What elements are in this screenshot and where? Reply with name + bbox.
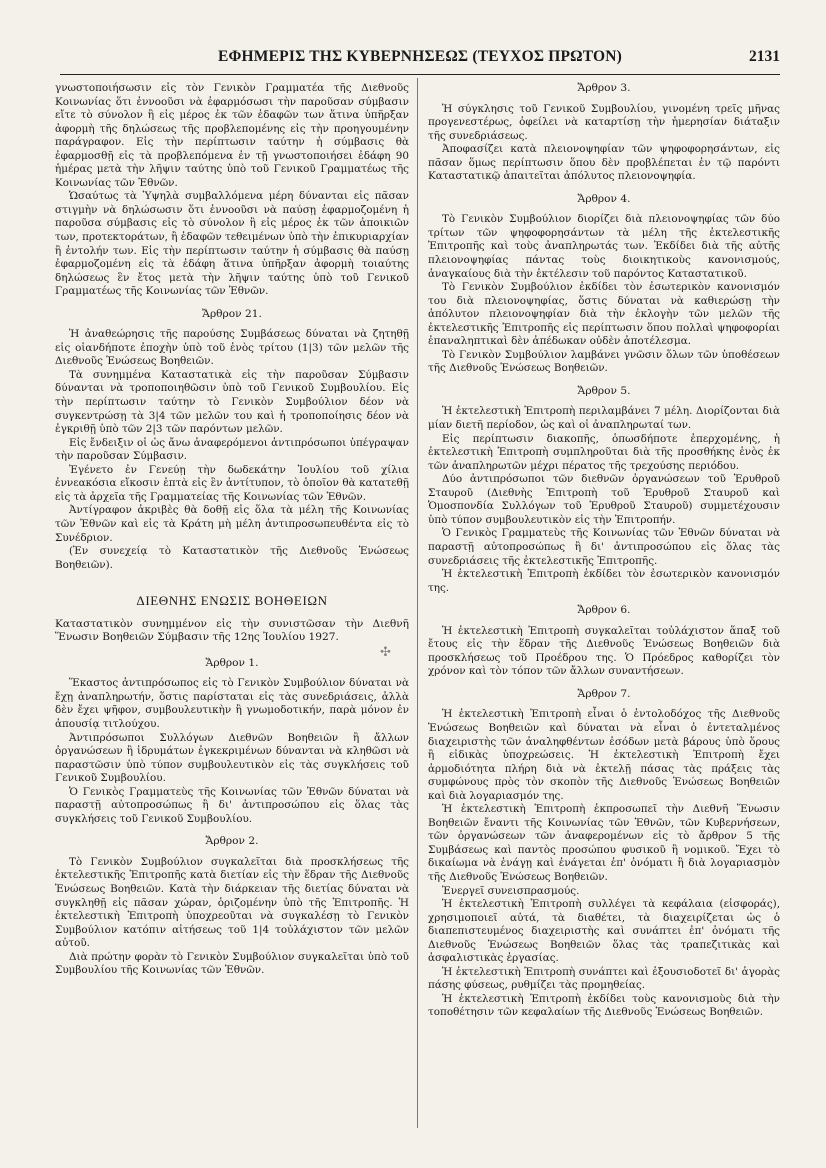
article-heading-2: Ἄρθρον 2. <box>205 835 259 848</box>
paragraph: Τὸ Γενικὸν Συμβούλιον ἐκδίδει τὸν ἐσωτερικὸν κανονισμόν του διὰ πλειονοψηφίας, ὅστις δύναται νὰ καθιερώσῃ τὴν ἀπόλυτον πλειονοψηφίαν διὰ τὴν ἐκλογὴν τῶν μελῶν τῆς ἐκτελεστικῆς Ἐπιτροπῆς εἰς περίπτωσιν ὅπου πολλαὶ ψηφοφορίαι ἐπαναληπτικαὶ δὲν ἀπέδωκαν οὐδὲν ἀποτέλεσμα. <box>428 281 780 348</box>
article-heading-4: Ἄρθρον 4. <box>577 192 631 205</box>
paragraph: Ἡ ἐκτελεστικὴ Ἐπιτροπὴ ἐκπροσωπεῖ τὴν Διεθνῆ Ἕνωσιν Βοηθειῶν ἔναντι τῆς Κοινωνίας τῶν Ἐθνῶν, τῶν Κυβερνήσεων, τῶν ὀργανώσεων τῶν ἀναφερομένων εἰς τὸ ἄρθρον 5 τῆς Συμβάσεως καὶ παντὸς προσώπου φυσικοῦ ἢ νομικοῦ. Ἔχει τὸ δικαίωμα νὰ ἐνάγῃ καὶ ἐνάγεται ἐπ' ὀνόματι ἢ διὰ λογαριασμὸν τῆς Διεθνοῦς Ἑνώσεως Βοηθειῶν. <box>428 803 780 883</box>
header-rule <box>60 74 780 75</box>
paragraph: Ὡσαύτως τὰ Ὑψηλὰ συμβαλλόμενα μέρη δύνανται εἰς πᾶσαν στιγμὴν νὰ δηλώσωσιν ὅτι ἐννοοῦσι νὰ παύσῃ ἐφαρμοζομένη ἡ παροῦσα σύμβασις εἰς τὸ σύνολον ἢ εἰς μέρος ἐκ τῶν ἀποικιῶν των, προτεκτοράτων, ἢ ἐδαφῶν τεθειμένων ὑπὸ τὴν ἐπικυριαρχίαν ἢ ἐντολήν των. Εἰς τὴν περίπτωσιν ταύτην ἡ σύμβασις θὰ παύσῃ ἐφαρμοζομένη εἰς τὰ ἐδάφη ἅτινα ὑπῆρξαν ἀφορμὴ τοιαύτης δηλώσεως ἓν ἔτος μετὰ τὴν λῆψιν ταύτης ὑπὸ τοῦ Γενικοῦ Γραμματέως τῆς Κοινωνίας τῶν Ἐθνῶν. <box>55 190 409 298</box>
paragraph: Ἀντίγραφον ἀκριβὲς θὰ δοθῇ εἰς ὅλα τὰ μέλη τῆς Κοινωνίας τῶν Ἐθνῶν καὶ εἰς τὰ Κράτη μὴ μέλη ἀντιπροσωπευθέντα εἰς τὸ Συνέδριον. <box>55 504 409 544</box>
paragraph: Ὁ Γενικὸς Γραμματεὺς τῆς Κοινωνίας τῶν Ἐθνῶν δύναται νὰ παραστῇ αὐτοπροσώπως ἢ δι' ἀντιπροσώπου εἰς ὅλας τὰς συνεδριάσεις τῆς ἐκτελεστικῆς Ἐπιτροπῆς. <box>428 527 780 567</box>
section-title: ΔΙΕΘΝΗΣ ΕΝΩΣΙΣ ΒΟΗΘΕΙΩΝ <box>136 593 328 609</box>
paragraph: Τὸ Γενικὸν Συμβούλιον λαμβάνει γνῶσιν ὅλων τῶν ὑποθέσεων τῆς Διεθνοῦς Ἑνώσεως Βοηθειῶν. <box>428 348 780 375</box>
article-heading-7: Ἄρθρον 7. <box>577 687 631 700</box>
paragraph: Εἰς ἔνδειξιν οἱ ὡς ἄνω ἀναφερόμενοι ἀντιπρόσωποι ὑπέγραψαν τὴν παροῦσαν Σύμβασιν. <box>55 436 409 463</box>
paragraph: Ἡ ἐκτελεστικὴ Ἐπιτροπὴ ἐκδίδει τὸν ἐσωτερικὸν κανονισμόν της. <box>428 568 780 594</box>
paragraph: (Ἐν συνεχείᾳ τὸ Καταστατικὸν τῆς Διεθνοῦς Ἑνώσεως Βοηθειῶν). <box>55 545 409 571</box>
paragraph: Ἡ ἐκτελεστικὴ Ἐπιτροπὴ εἶναι ὁ ἐντολοδόχος τῆς Διεθνοῦς Ἑνώσεως Βοηθειῶν καὶ δύναται νὰ εἶναι ὁ ἐντεταλμένος διαχειριστὴς τῶν ἀναληφθέντων ἐσόδων μετὰ βάρους ὑπὸ ὅρους ἢ εἰδικὰς ὑποχρεώσεις. Ἡ ἐκτελεστικὴ Ἐπιτροπὴ ἔχει ἁρμοδιότητα πλήρη διὰ νὰ ἐκτελῇ πάσας τὰς πράξεις τὰς συμφώνους πρὸς τὸν σκοπὸν τῆς Διεθνοῦς Ἑνώσεως Βοηθειῶν καὶ διὰ λογαριασμόν της. <box>428 708 780 802</box>
paragraph: Εἰς περίπτωσιν διακοπῆς, ὁπωσδήποτε ἐπερχομένης, ἡ ἐκτελεστικὴ Ἐπιτροπὴ συμπληροῦται διὰ τῆς προσθήκης ἑνὸς ἐκ τῶν ἀναπληρωτῶν μέχρι πέρατος τῆς τρεχούσης περιόδου. <box>428 432 780 472</box>
paragraph: γνωστοποιήσωσιν εἰς τὸν Γενικὸν Γραμματέα τῆς Διεθνοῦς Κοινωνίας ὅτι ἐννοοῦσι νὰ ἐφαρμόσωσι τὴν παροῦσαν σύμβασιν εἴτε τὸ σύνολον ἢ εἰς μέρος ἐκ τῶν ἐδαφῶν των ἅτινα ὑπῆρξαν ἀφορμὴ τῆς δηλώσεως τῆς προβλεπομένης εἰς τὴν προηγουμένην παράγραφον. Εἰς τὴν περίπτωσιν ταύτην ἡ σύμβασις θὰ ἐφαρμοσθῇ εἰς τὰ προβλεπόμενα ἐν τῇ γνωστοποιήσει ἐδάφη 90 ἡμέρας μετὰ τὴν λῆψιν ταύτης ὑπὸ τοῦ Γενικοῦ Γραμματέως τῆς Κοινωνίας τῶν Ἐθνῶν. <box>55 82 409 189</box>
paragraph: Τὸ Γενικὸν Συμβούλιον διορίζει διὰ πλειονοψηφίας τῶν δύο τρίτων τῶν ψηφοφορησάντων τὰ μέλη τῆς ἐκτελεστικῆς Ἐπιτροπῆς καὶ τοὺς ἀναπληρωτάς των. Ἐκδίδει διὰ τῆς αὐτῆς πλειονοψηφίας πάντας τοὺς διοικητικοὺς κανονισμούς, ἀναγκαίους διὰ τὴν ἐκτέλεσιν τοῦ παρόντος Καταστατικοῦ. <box>428 213 780 280</box>
paragraph: Ἐγένετο ἐν Γενεύῃ τὴν δωδεκάτην Ἰουλίου τοῦ χίλια ἐννεακόσια εἴκοσιν ἑπτὰ εἰς ἓν ἀντίτυπον, τὸ ὁποῖον θὰ κατατεθῇ εἰς τὰ ἀρχεῖα τῆς Γραμματείας τῆς Κοινωνίας τῶν Ἐθνῶν. <box>55 463 409 503</box>
paragraph: Ἡ ἐκτελεστικὴ Ἐπιτροπὴ περιλαμβάνει 7 μέλη. Διορίζονται διὰ μίαν διετῆ περίοδον, ὡς καὶ οἱ ἀναπληρωταί των. <box>428 405 780 432</box>
paragraph: Διὰ πρώτην φορὰν τὸ Γενικὸν Συμβούλιον συγκαλεῖται ὑπὸ τοῦ Συμβουλίου τῆς Κοινωνίας τῶν Ἐθνῶν. <box>55 950 409 977</box>
paragraph: Ἡ σύγκλησις τοῦ Γενικοῦ Συμβουλίου, γινομένη τρεῖς μῆνας προγενεστέρως, ὀφείλει νὰ καταρτίσῃ τὴν ἡμερησίαν διάταξιν τῆς συνεδριάσεως. <box>428 102 780 142</box>
page-header <box>60 48 780 72</box>
article-heading-1: Ἄρθρον 1. <box>205 656 259 669</box>
ink-stamp-icon: ✣ <box>380 645 391 660</box>
paragraph: Ἕκαστος ἀντιπρόσωπος εἰς τὸ Γενικὸν Συμβούλιον δύναται νὰ ἔχῃ ἀναπληρωτήν, ὅστις παρίσταται εἰς τὰς συνεδριάσεις, ἀλλὰ δὲν ἔχει ψῆφον, συμβουλευτικὴν ἢ γνωμοδοτικήν, παρὰ μόνον ἐν ἀπουσίᾳ τιτλούχου. <box>55 677 409 730</box>
gazette-title: ΕΦΗΜΕΡΙΣ ΤΗΣ ΚΥΒΕΡΝΗΣΕΩΣ (ΤΕΥΧΟΣ ΠΡΩΤΟΝ) <box>217 48 623 65</box>
article-heading-6: Ἄρθρον 6. <box>577 604 631 617</box>
article-heading-21: Ἄρθρον 21. <box>202 307 262 320</box>
paragraph: Ἡ ἀναθεώρησις τῆς παρούσης Συμβάσεως δύναται νὰ ζητηθῇ εἰς οἱανδήποτε ἐποχὴν ὑπὸ τοῦ ἑνὸς τρίτου (1|3) τῶν μελῶν τῆς Διεθνοῦς Ἑνώσεως Βοηθειῶν. <box>55 328 409 368</box>
paragraph: Ἡ ἐκτελεστικὴ Ἐπιτροπὴ συγκαλεῖται τοὐλάχιστον ἅπαξ τοῦ ἔτους εἰς τὴν ἕδραν τῆς Διεθνοῦς Ἑνώσεως Βοηθειῶν διὰ προσκλήσεως τοῦ Προέδρου της. Ὁ Πρόεδρος καθορίζει τὸν χρόνον καὶ τὸν τόπον τῶν ἄλλων συναντήσεων. <box>428 624 780 678</box>
paragraph: Ὁ Γενικὸς Γραμματεὺς τῆς Κοινωνίας τῶν Ἐθνῶν δύναται νὰ παραστῇ αὐτοπροσώπως ἢ δι' ἀντιπροσώπου εἰς ὅλας τὰς συγκλήσεις τοῦ Γενικοῦ Συμβουλίου. <box>55 785 409 825</box>
paragraph: Ἀντιπρόσωποι Συλλόγων Διεθνῶν Βοηθειῶν ἢ ἄλλων ὀργανώσεων ἢ ἱδρυμάτων ἐγκεκριμένων δύνανται νὰ κληθῶσι νὰ παραστῶσιν ὑπὸ τύπον συμβουλευτικὸν εἰς τὰς συγκλήσεις τοῦ Γενικοῦ Συμβουλίου. <box>55 731 409 785</box>
paragraph: Ἡ ἐκτελεστικὴ Ἐπιτροπὴ ἐκδίδει τοὺς κανονισμοὺς διὰ τὴν τοποθέτησιν τῶν κεφαλαίων τῆς Διεθνοῦς Ἑνώσεως Βοηθειῶν. <box>428 992 780 1019</box>
paragraph: Ἡ ἐκτελεστικὴ Ἐπιτροπὴ συλλέγει τὰ κεφάλαια (εἰσφοράς), χρησιμοποιεῖ αὐτά, τὰ διαθέτει, τὰ διαχειρίζεται ὡς ὁ διαπεπιστευμένος διαχειριστὴς καὶ συνάπτει ἐπ' ὀνόματι τῆς Διεθνοῦς Ἑνώσεως Βοηθειῶν ὅλας τὰς τραπεζιτικὰς καὶ ἀσφαλιστικὰς ἐργασίας. <box>428 898 780 965</box>
paragraph: Δύο ἀντιπρόσωποι τῶν διεθνῶν ὀργανώσεων τοῦ Ἐρυθροῦ Σταυροῦ (Διεθνὴς Ἐπιτροπὴ τοῦ Ἐρυθροῦ Σταυροῦ καὶ Ὁμοσπονδία Συλλόγων τοῦ Ἐρυθροῦ Σταυροῦ) συμμετέχουσιν ὑπὸ τύπον συμβουλευτικὸν εἰς τὴν Ἐπιτροπήν. <box>428 473 780 526</box>
section-subtitle: Καταστατικὸν συνημμένον εἰς τὴν συνιστῶσαν τὴν Διεθνῆ Ἕνωσιν Βοηθειῶν Σύμβασιν τῆς 12ης Ἰουλίου 1927. <box>55 617 409 644</box>
right-column <box>428 82 780 1020</box>
article-heading-3: Ἄρθρον 3. <box>577 82 631 94</box>
paragraph: Ἀποφασίζει κατὰ πλειονοψηφίαν τῶν ψηφοφορησάντων, εἰς πᾶσαν ὅμως περίπτωσιν ὅπου δὲν προβλέπεται ἐν τῷ παρόντι Καταστατικῷ ἀπαιτεῖται ἀπόλυτος πλειονοψηφία. <box>428 143 780 183</box>
paragraph: Τὰ συνημμένα Καταστατικὰ εἰς τὴν παροῦσαν Σύμβασιν δύνανται νὰ τροποποιηθῶσιν ὑπὸ τοῦ Γενικοῦ Συμβουλίου. Εἰς τὴν περίπτωσιν ταύτην τὸ Γενικὸν Συμβούλιον δέον νὰ συγκεντρώσῃ τὰ 3|4 τῶν μελῶν του καὶ ἡ τροποποίησις δέον νὰ ἐγκριθῇ ὑπὸ τῶν 2|3 τῶν παρόντων μελῶν. <box>55 368 409 436</box>
left-column <box>55 82 409 978</box>
paragraph: Τὸ Γενικὸν Συμβούλιον συγκαλεῖται διὰ προσκλήσεως τῆς ἐκτελεστικῆς Ἐπιτροπῆς κατὰ διετίαν εἰς τὴν ἕδραν τῆς Διεθνοῦς Ἑνώσεως Βοηθειῶν. Κατὰ τὴν διάρκειαν τῆς διετίας δύναται νὰ συγκληθῇ εἰς πᾶσαν χώραν, ὁριζομένην ὑπὸ τῆς Ἐπιτροπῆς. Ἡ ἐκτελεστικὴ Ἐπιτροπὴ ὑποχρεοῦται νὰ συγκαλέσῃ τὸ Γενικὸν Συμβούλιον κατόπιν αἰτήσεως τοῦ 1|4 τοὐλάχιστον τῶν μελῶν αὐτοῦ. <box>55 855 409 950</box>
paragraph: Ἡ ἐκτελεστικὴ Ἐπιτροπὴ συνάπτει καὶ ἐξουσιοδοτεῖ δι' ἀγορὰς πάσης φύσεως, ρυθμίζει τὰς προμηθείας. <box>428 965 780 992</box>
paragraph: Ἐνεργεῖ συνεισπρασμούς. <box>442 884 580 897</box>
page-number: 2131 <box>749 48 780 65</box>
article-heading-5: Ἄρθρον 5. <box>577 384 631 397</box>
column-divider <box>417 78 418 1128</box>
